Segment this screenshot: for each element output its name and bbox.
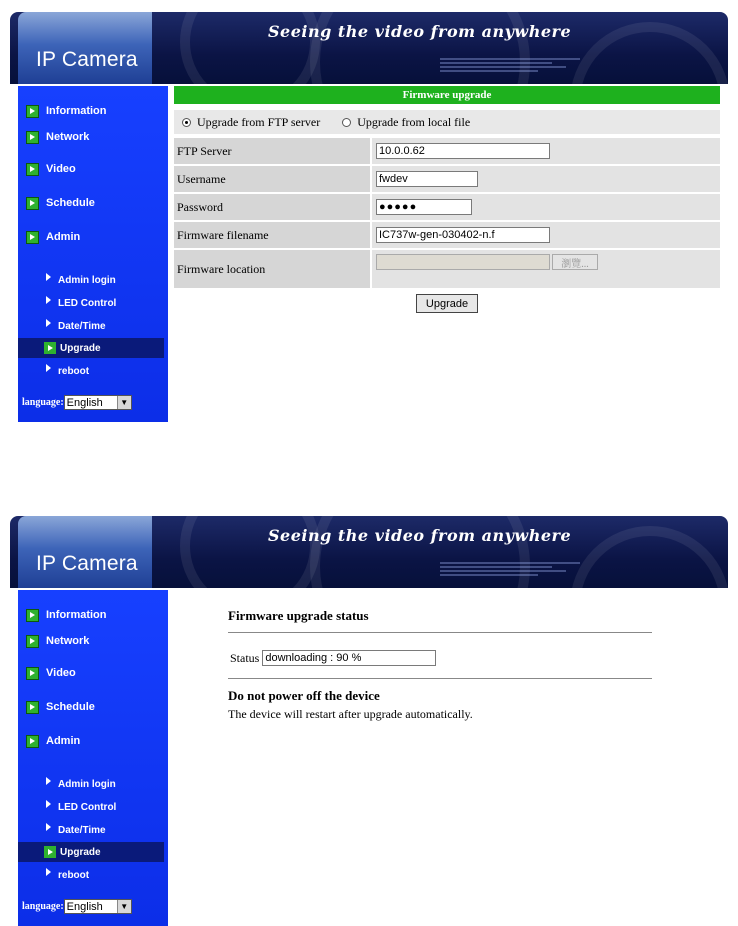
submenu-label: Admin login	[58, 274, 116, 286]
submenu-label: Admin login	[58, 778, 116, 790]
brand-text: IP Camera	[36, 48, 138, 71]
banner-slogan: Seeing the video from anywhere	[268, 22, 572, 41]
language-select[interactable]	[64, 395, 132, 410]
status-label: Status	[230, 650, 260, 665]
triangle-icon	[46, 273, 51, 281]
green-arrow-icon	[26, 701, 39, 714]
sidebar-item-schedule[interactable]	[18, 696, 95, 718]
location-input[interactable]	[376, 254, 550, 270]
status-value: downloading : 90 %	[262, 650, 436, 666]
sidebar-item-label: Information	[46, 609, 107, 621]
submenu-label: Upgrade	[60, 846, 101, 858]
sidebar-item-label: Admin	[46, 735, 81, 747]
language-selector	[22, 899, 132, 914]
filename-label: Firmware filename	[174, 222, 370, 248]
sidebar-item-label: Schedule	[46, 197, 95, 209]
restart-note: The device will restart after upgrade automatically.	[228, 707, 473, 721]
triangle-icon	[46, 364, 51, 372]
form-header: Firmware upgrade	[174, 86, 720, 104]
username-label: Username	[174, 166, 370, 192]
brand-text: IP Camera	[36, 552, 138, 575]
submenu-admin-login[interactable]	[18, 774, 164, 794]
submenu-date-time[interactable]	[18, 820, 164, 840]
triangle-icon	[46, 868, 51, 876]
banner-slogan: Seeing the video from anywhere	[268, 526, 572, 545]
triangle-icon	[46, 777, 51, 785]
triangle-icon	[46, 800, 51, 808]
language-label: language:	[22, 901, 64, 912]
ftp-server-row	[174, 138, 720, 164]
sidebar-item-schedule[interactable]	[18, 192, 95, 214]
submenu-label: Upgrade	[60, 342, 101, 354]
submenu-reboot[interactable]	[18, 361, 164, 381]
sidebar-item-information[interactable]	[18, 604, 107, 626]
green-arrow-icon	[26, 667, 39, 680]
chevron-down-icon: ▼	[117, 900, 131, 913]
green-arrow-icon	[26, 105, 39, 118]
status-row	[230, 650, 436, 666]
ftp-server-input[interactable]: 10.0.0.62	[376, 143, 550, 159]
green-arrow-icon	[26, 163, 39, 176]
radio-ftp[interactable]	[182, 118, 191, 127]
language-select[interactable]	[64, 899, 132, 914]
submenu-led-control[interactable]	[18, 797, 164, 817]
green-arrow-icon	[26, 131, 39, 144]
sidebar-item-label: Admin	[46, 231, 81, 243]
radio-ftp-label: Upgrade from FTP server	[197, 114, 321, 129]
power-warning: Do not power off the device	[228, 688, 380, 703]
green-arrow-icon	[26, 609, 39, 622]
green-arrow-icon	[26, 231, 39, 244]
language-label: language:	[22, 397, 64, 408]
submenu-label: Date/Time	[58, 320, 106, 332]
firmware-upgrade-screen	[10, 12, 728, 422]
green-arrow-icon	[26, 735, 39, 748]
brand-logo	[18, 12, 152, 84]
triangle-icon	[46, 296, 51, 304]
submenu-date-time[interactable]	[18, 316, 164, 336]
browse-button[interactable]: 瀏覽...	[552, 254, 598, 270]
firmware-status-screen	[10, 516, 728, 926]
sidebar-item-video[interactable]	[18, 662, 76, 684]
top-banner	[10, 12, 728, 84]
sidebar-item-label: Information	[46, 105, 107, 117]
sidebar-item-network[interactable]	[18, 630, 89, 652]
password-row	[174, 194, 720, 220]
sidebar-item-label: Video	[46, 163, 76, 175]
sidebar-item-label: Network	[46, 131, 90, 143]
language-value: English	[66, 396, 103, 409]
triangle-icon	[46, 319, 51, 327]
upgrade-button[interactable]: Upgrade	[416, 294, 478, 313]
submenu-admin-login[interactable]	[18, 270, 164, 290]
camera-web-frame	[10, 516, 728, 926]
green-arrow-icon	[44, 342, 56, 354]
sidebar-item-label: Schedule	[46, 701, 95, 713]
submenu-label: reboot	[58, 365, 90, 377]
location-row	[174, 250, 720, 288]
filename-input[interactable]: IC737w-gen-030402-n.f	[376, 227, 550, 243]
submenu-label: Date/Time	[58, 824, 106, 836]
chevron-down-icon: ▼	[117, 396, 131, 409]
filename-row	[174, 222, 720, 248]
password-label: Password	[174, 194, 370, 220]
password-input[interactable]: ●●●●●	[376, 199, 472, 215]
username-row	[174, 166, 720, 192]
camera-web-frame	[10, 12, 728, 422]
brand-logo	[18, 516, 152, 588]
submenu-led-control[interactable]	[18, 293, 164, 313]
submenu-upgrade[interactable]	[18, 338, 164, 358]
top-banner	[10, 516, 728, 588]
location-label: Firmware location	[174, 250, 370, 288]
submenu-label: LED Control	[58, 297, 117, 309]
sidebar-menu	[18, 86, 168, 422]
banner-fine-print	[440, 560, 580, 582]
sidebar-item-network[interactable]	[18, 126, 89, 148]
ftp-server-label: FTP Server	[174, 138, 370, 164]
green-arrow-icon	[26, 197, 39, 210]
sidebar-item-label: Network	[46, 635, 90, 647]
language-selector	[22, 395, 132, 410]
radio-local-file[interactable]	[342, 118, 351, 127]
submenu-upgrade[interactable]	[18, 842, 164, 862]
status-title: Firmware upgrade status	[228, 608, 369, 623]
divider	[228, 678, 652, 679]
radio-local-label: Upgrade from local file	[357, 114, 471, 129]
language-value: English	[66, 900, 103, 913]
submenu-label: LED Control	[58, 801, 117, 813]
upgrade-source-options	[174, 110, 720, 134]
submenu-reboot[interactable]	[18, 865, 164, 885]
submenu-label: reboot	[58, 869, 90, 881]
sidebar-menu	[18, 590, 168, 926]
sidebar-item-video[interactable]	[18, 158, 76, 180]
green-arrow-icon	[26, 635, 39, 648]
sidebar-item-admin[interactable]	[18, 226, 80, 248]
username-input[interactable]: fwdev	[376, 171, 478, 187]
divider	[228, 632, 652, 633]
sidebar-item-admin[interactable]	[18, 730, 80, 752]
green-arrow-icon	[44, 846, 56, 858]
triangle-icon	[46, 823, 51, 831]
sidebar-item-information[interactable]	[18, 100, 107, 122]
banner-fine-print	[440, 56, 580, 78]
sidebar-item-label: Video	[46, 667, 76, 679]
